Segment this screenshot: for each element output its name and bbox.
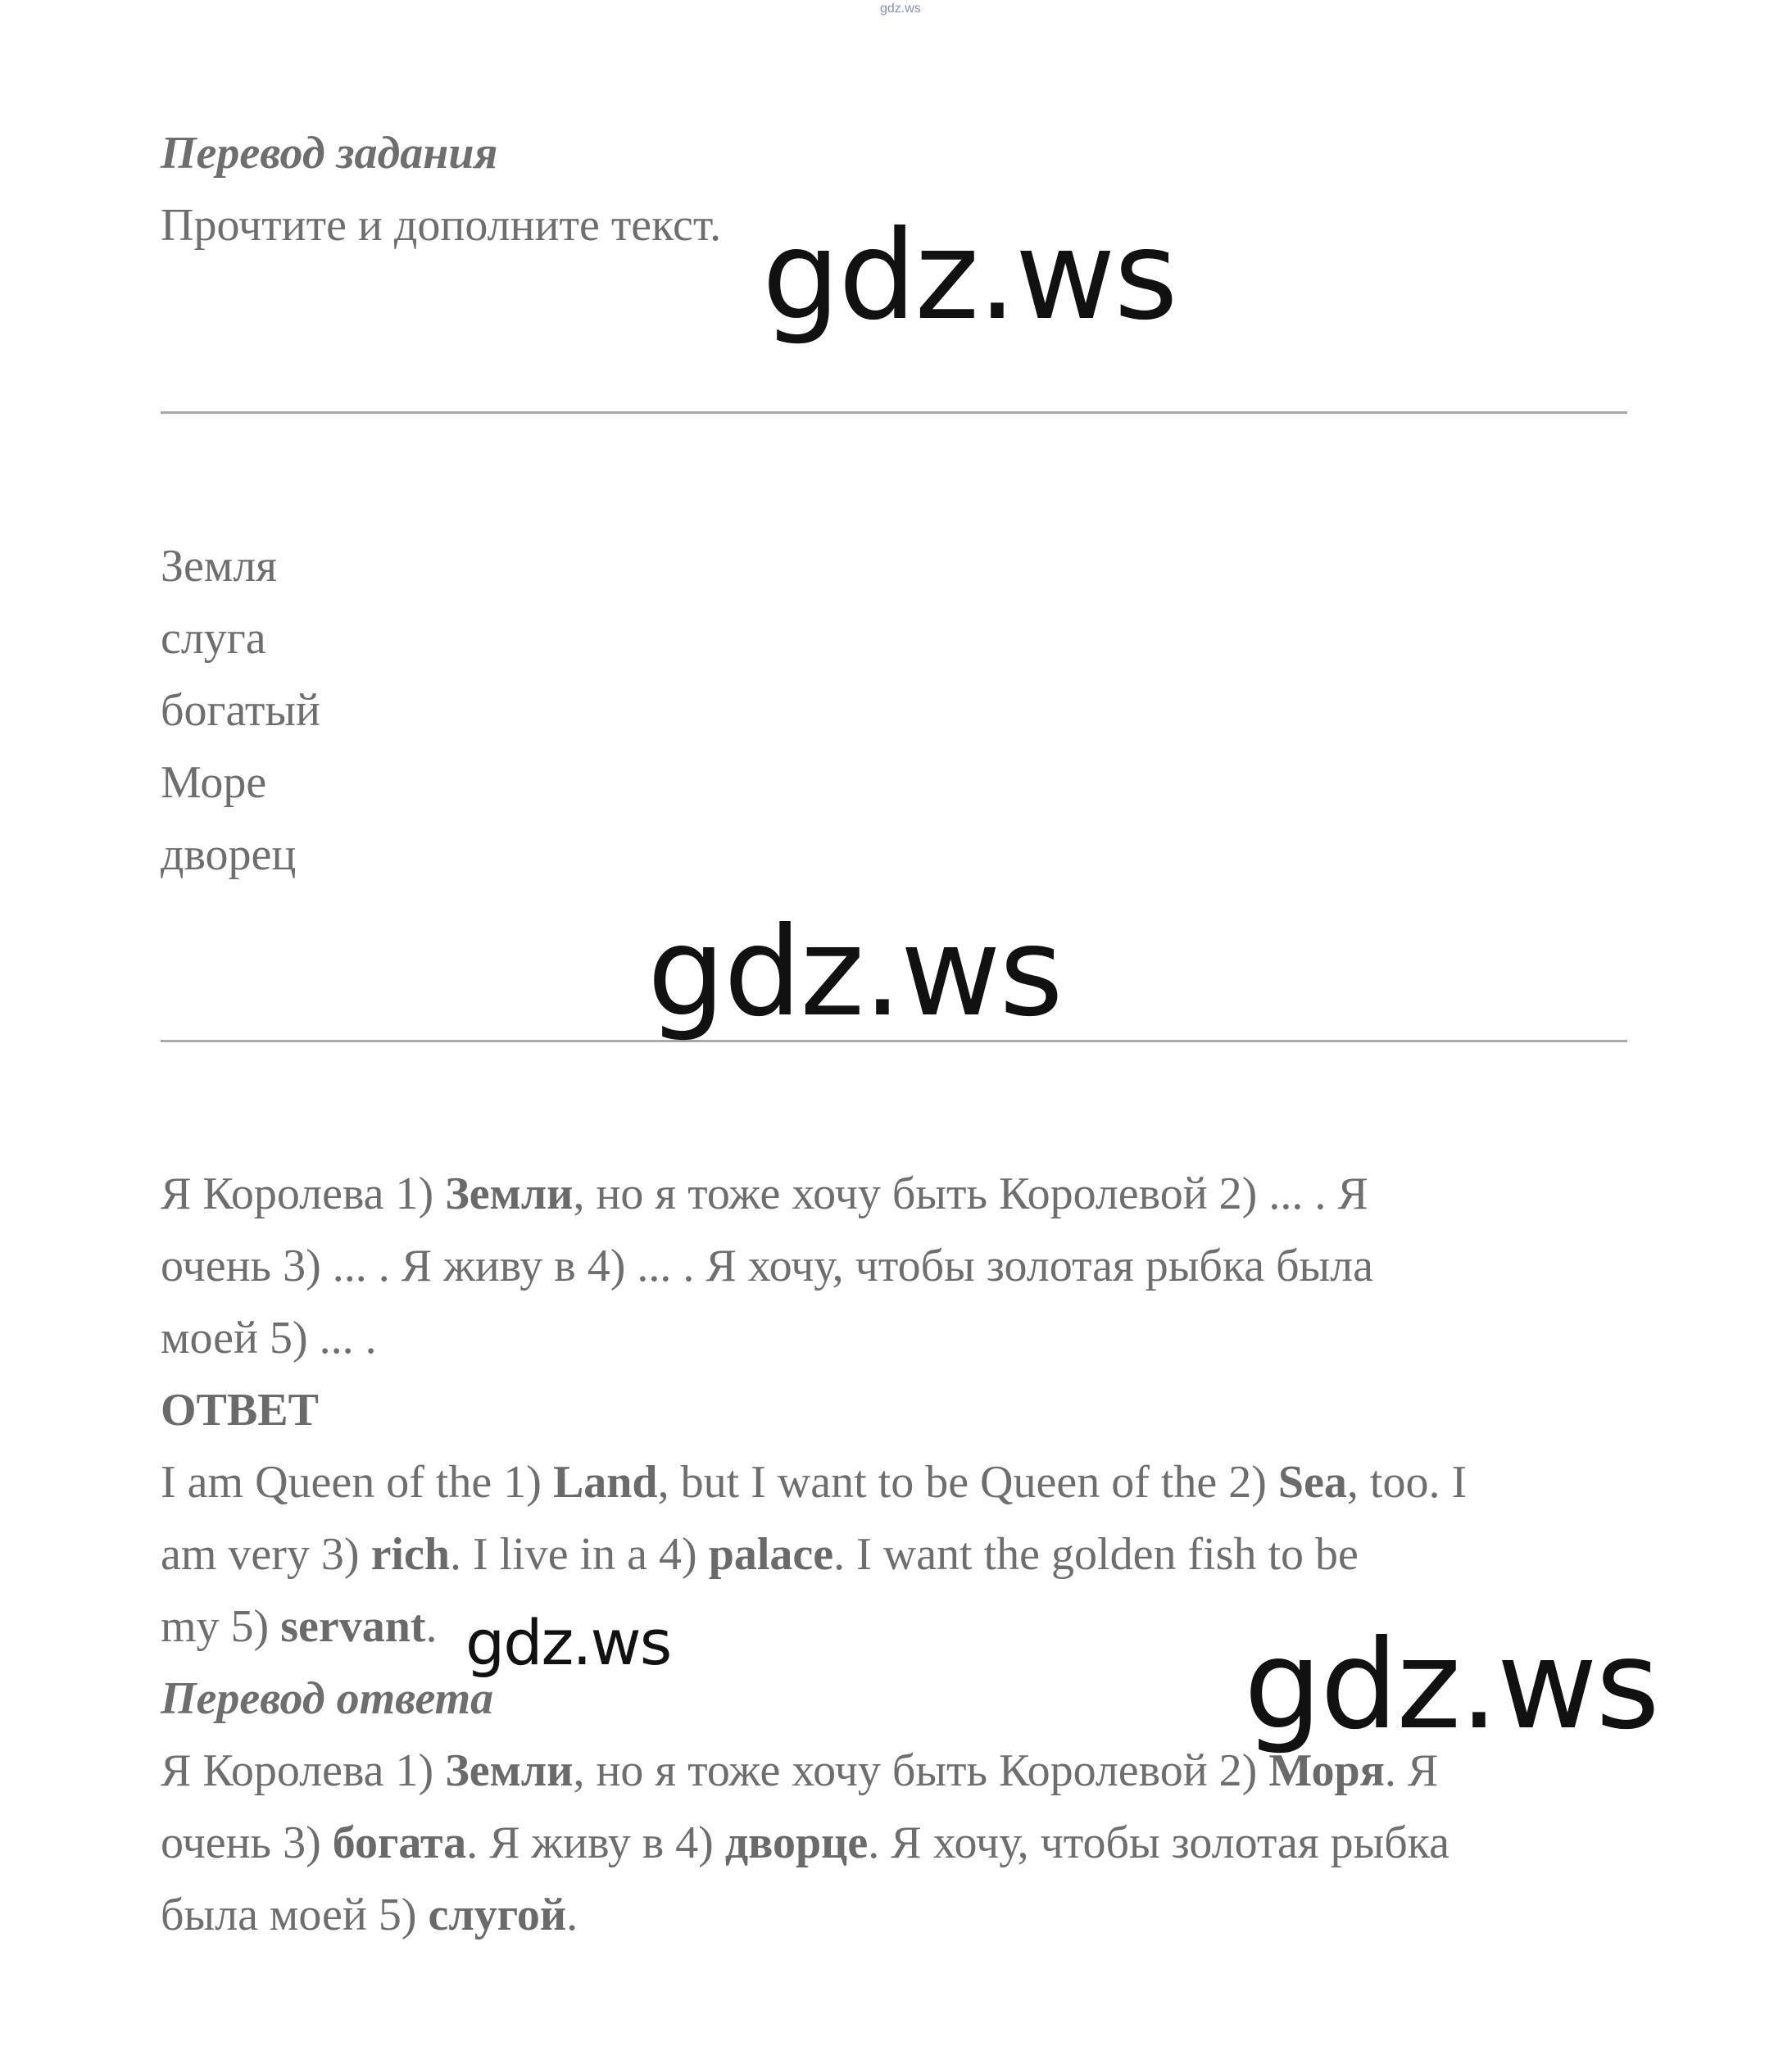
answer-translation-line-2: очень 3) богата. Я живу в 4) дворце. Я хочу, чтобы золотая рыбка: [161, 1817, 1449, 1868]
task-translation-text: Прочтите и дополните текст.: [161, 200, 722, 251]
answer-line-2: am very 3) rich. I live in a 4) palace. I want the golden fish to be: [161, 1529, 1359, 1580]
content-section: [161, 1158, 1627, 1951]
word-list: [161, 530, 1627, 891]
word-list-item: богатый: [161, 685, 320, 736]
top-watermark: gdz.ws: [880, 2, 921, 16]
task-text-line-2: очень 3) ... . Я живу в 4) ... . Я хочу, чтобы золотая рыбка была: [161, 1241, 1373, 1291]
answer-translation-line-3: была моей 5) слугой.: [161, 1890, 578, 1940]
task-translation-heading: Перевод задания: [161, 128, 498, 179]
divider-1: [161, 411, 1627, 414]
watermark: gdz.ws: [762, 205, 1177, 347]
word-list-section: [161, 530, 1627, 891]
word-list-item: дворец: [161, 829, 297, 880]
watermark: gdz.ws: [465, 1606, 671, 1679]
answer-line-1: I am Queen of the 1) Land, but I want to be Queen of the 2) Sea, too. I: [161, 1457, 1468, 1508]
task-text-line-3: моей 5) ... .: [161, 1313, 377, 1363]
word-list-item: Море: [161, 757, 267, 808]
word-list-item: слуга: [161, 613, 266, 664]
word-list-item: Земля: [161, 541, 278, 592]
answer-translation-heading: Перевод ответа: [161, 1673, 494, 1724]
answer-label: ОТВЕТ: [161, 1385, 319, 1436]
watermark: gdz.ws: [1244, 1614, 1658, 1757]
task-text-line-1: Я Королева 1) Земли, но я тоже хочу быть Королевой 2) ... . Я: [161, 1168, 1368, 1219]
answer-line-3: my 5) servant.: [161, 1601, 438, 1652]
answer-translation-line-1: Я Королева 1) Земли, но я тоже хочу быть Королевой 2) Моря. Я: [161, 1745, 1439, 1796]
watermark: gdz.ws: [647, 901, 1062, 1044]
